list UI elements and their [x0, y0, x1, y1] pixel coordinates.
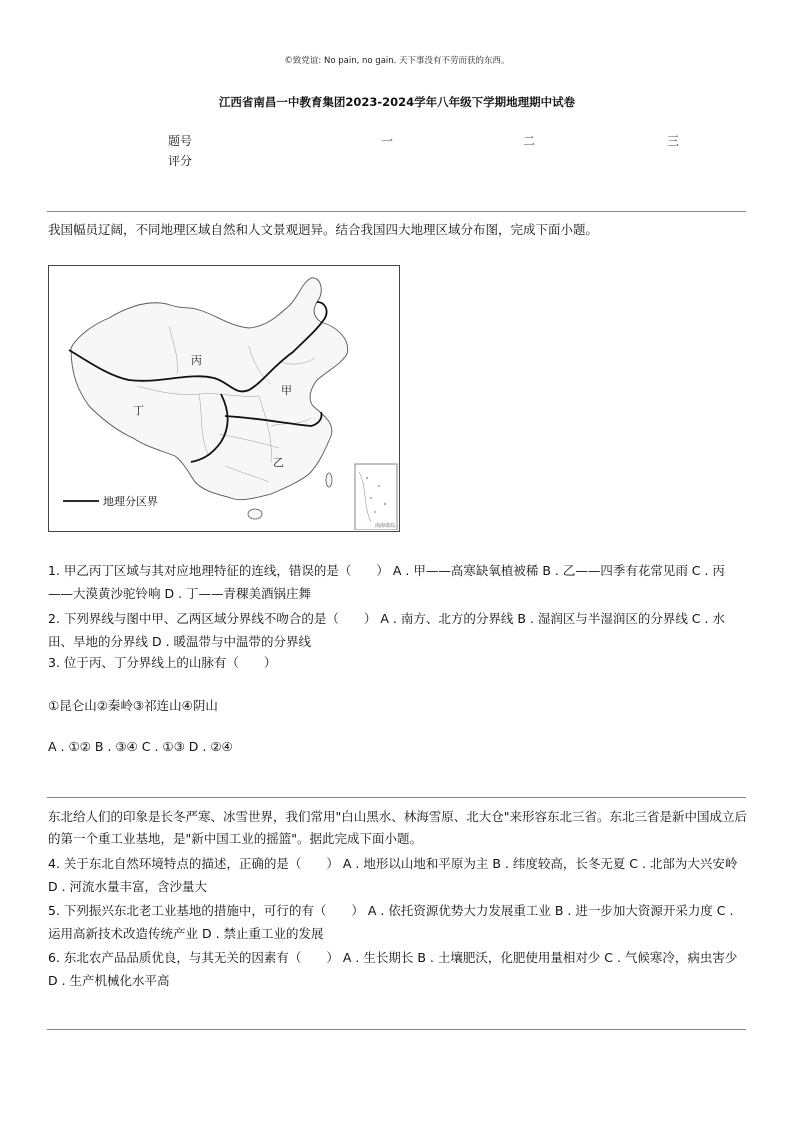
- china-map-svg: [49, 266, 398, 530]
- legend-label: 地理分区界: [103, 495, 158, 508]
- question-2: 2. 下列界线与图中甲、乙两区域分界线不吻合的是（ ） A . 南方、北方的分界线 B . 湿润区与半湿润区的分界线 C . 水田、旱地的分界线 D . 暖温带与中温带的分界线: [48, 611, 725, 649]
- question-3: 3. 位于丙、丁分界线上的山脉有（ ）: [48, 655, 277, 670]
- question-3-items: ①昆仑山②秦岭③祁连山④阴山: [48, 698, 218, 713]
- south-sea-inset: [355, 464, 397, 530]
- taiwan-island: [326, 473, 332, 487]
- question-3-options: A . ①② B . ③④ C . ①③ D . ②④: [48, 739, 233, 754]
- header-motto: ©致党谊: No pain, no gain. 天下事没有不劳而获的东西。: [284, 56, 510, 66]
- score-column-1: 一: [381, 134, 394, 148]
- score-table: [168, 132, 688, 172]
- score-column-2: 二: [523, 134, 536, 148]
- china-regions-map: [48, 265, 400, 532]
- hainan-island: [248, 509, 262, 519]
- question-5: 5. 下列振兴东北老工业基地的措施中，可行的有（ ） A . 依托资源优势大力发展重工业 B . 进一步加大资源开采力度 C . 运用高新技术改造传统产业 D . 禁止重工业的发展: [48, 903, 734, 941]
- region-label-bing: 丙: [191, 354, 202, 367]
- question-6: 6. 东北农产品品质优良，与其无关的因素有（ ） A . 生长期长 B . 土壤肥沃，化肥使用量相对少 C . 气候寒冷，病虫害少 D . 生产机械化水平高: [48, 950, 738, 988]
- question-4: 4. 关于东北自然环境特点的描述，正确的是（ ） A . 地形以山地和平原为主 B . 纬度较高，长冬无夏 C . 北部为大兴安岭 D . 河流水量丰富，含沙量大: [48, 856, 738, 894]
- score-value-row: [168, 152, 688, 172]
- section-divider-3: [47, 1029, 746, 1030]
- section-divider-2: [47, 797, 746, 798]
- score-column-3: 三: [667, 134, 680, 148]
- question-1: 1. 甲乙丙丁区域与其对应地理特征的连线，错误的是（ ） A . 甲——高寒缺氧植被稀 B . 乙——四季有花常见雨 C . 丙——大漠黄沙驼铃响 D . 丁——青稞美酒锅庄舞: [48, 563, 725, 601]
- region-label-ding: 丁: [133, 404, 144, 417]
- section-divider: [47, 211, 746, 212]
- region-label-jia: 甲: [281, 384, 292, 397]
- exam-title: 江西省南昌一中教育集团2023-2024学年八年级下学期地理期中试卷: [218, 95, 576, 109]
- china-outline: [71, 278, 348, 500]
- score-header-label: 题号: [168, 134, 193, 148]
- section1-intro: 我国幅员辽阔，不同地理区域自然和人文景观迥异。结合我国四大地理区域分布图，完成下面小题。: [48, 222, 599, 237]
- region-label-yi: 乙: [273, 456, 284, 469]
- score-value-label: 评分: [168, 154, 193, 168]
- inset-label: 南海诸岛: [375, 523, 396, 529]
- score-header-row: [168, 132, 688, 152]
- section2-intro: 东北给人们的印象是长冬严寒、冰雪世界，我们常用"白山黑水、林海雪原、北大仓"来形容东北三省。东北三省是新中国成立后的第一个重工业基地，是"新中国工业的摇篮"。据此完成下面小题。: [48, 809, 748, 846]
